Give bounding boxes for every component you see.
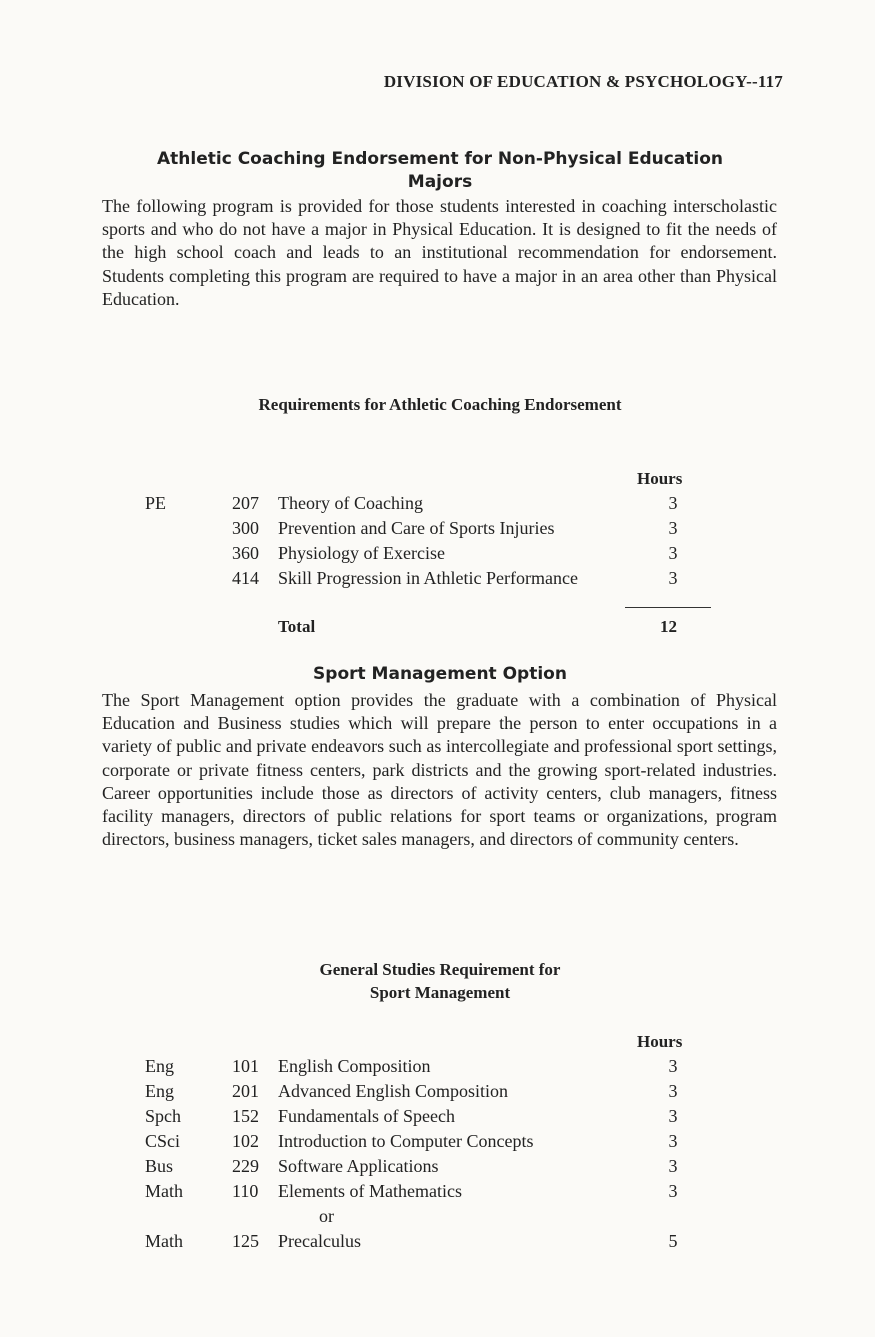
course-hours: 3 bbox=[668, 518, 678, 538]
table-row bbox=[0, 1131, 875, 1157]
course-hours: 5 bbox=[668, 1231, 678, 1251]
course-number: 300 bbox=[232, 518, 259, 538]
table-row bbox=[0, 518, 875, 544]
course-dept: PE bbox=[145, 493, 167, 513]
course-title: Theory of Coaching bbox=[278, 493, 423, 513]
sport-management-paragraph: The Sport Management option provides the graduate with a combination of Physical Education and Business studies which will prepare the person to enter occupations in a variety of public and private endeavors such as intercollegiate and professional sport settings, corporate or private fitness centers, park districts and the growing sport-related industries. Career opportunities include those as directors of activity centers, club managers, fitness facility managers, directors of public relations for sport teams or organizations, program directors, business managers, ticket sales managers, and directors of community centers. bbox=[102, 690, 777, 850]
course-dept: Math bbox=[145, 1181, 183, 1201]
table-row bbox=[0, 1106, 875, 1132]
course-hours: 3 bbox=[668, 1181, 678, 1201]
course-number: 201 bbox=[232, 1081, 259, 1101]
hours-header: Hours bbox=[637, 469, 683, 488]
course-number: 125 bbox=[232, 1231, 259, 1251]
course-number: 101 bbox=[232, 1056, 259, 1076]
general-studies-title-line2: Sport Management bbox=[369, 983, 511, 1002]
course-dept: Eng bbox=[145, 1081, 174, 1101]
course-hours: 3 bbox=[668, 1156, 678, 1176]
sport-management-title: Sport Management Option bbox=[313, 664, 567, 684]
course-dept: Bus bbox=[145, 1156, 174, 1176]
course-number: 360 bbox=[232, 543, 259, 563]
course-title: English Composition bbox=[278, 1056, 431, 1076]
table-row bbox=[0, 543, 875, 569]
requirements-title: Requirements for Athletic Coaching Endorsement bbox=[258, 395, 622, 414]
course-dept: Eng bbox=[145, 1056, 174, 1076]
course-title: Precalculus bbox=[278, 1231, 361, 1251]
total-label: Total bbox=[278, 617, 316, 636]
course-number: 207 bbox=[232, 493, 259, 513]
course-hours: 3 bbox=[668, 543, 678, 563]
course-hours: 3 bbox=[668, 1056, 678, 1076]
total-value: 12 bbox=[660, 617, 677, 636]
table-row bbox=[0, 493, 875, 519]
course-title: Software Applications bbox=[278, 1156, 439, 1176]
or-separator: or bbox=[319, 1206, 334, 1226]
table-row bbox=[0, 568, 875, 594]
course-hours: 3 bbox=[668, 493, 678, 513]
table-row bbox=[0, 1081, 875, 1107]
running-head: DIVISION OF EDUCATION & PSYCHOLOGY--117 bbox=[383, 72, 783, 91]
table-row bbox=[0, 1056, 875, 1082]
course-number: 110 bbox=[232, 1181, 259, 1201]
course-number: 102 bbox=[232, 1131, 259, 1151]
course-title: Skill Progression in Athletic Performance bbox=[278, 568, 578, 588]
course-dept: Math bbox=[145, 1231, 183, 1251]
general-studies-title bbox=[100, 958, 780, 1004]
hours-header: Hours bbox=[637, 1032, 683, 1051]
course-title: Advanced English Composition bbox=[278, 1081, 508, 1101]
section-title-line2: Majors bbox=[407, 172, 473, 192]
course-number: 414 bbox=[232, 568, 259, 588]
total-rule bbox=[625, 607, 711, 608]
table-row bbox=[0, 1156, 875, 1182]
course-hours: 3 bbox=[668, 568, 678, 588]
course-title: Fundamentals of Speech bbox=[278, 1106, 455, 1126]
coaching-paragraph: The following program is provided for those students interested in coaching interscholastic sports and who do not have a major in Physical Education. It is designed to fit the needs of the high school coach and leads to an institutional recommendation for endorsement. Students completing this program are required to have a major in an area other than Physical Education. bbox=[102, 196, 777, 309]
section-title-line1: Athletic Coaching Endorsement for Non-Physical Education bbox=[157, 149, 723, 169]
course-title: Introduction to Computer Concepts bbox=[278, 1131, 534, 1151]
course-hours: 3 bbox=[668, 1131, 678, 1151]
course-dept: Spch bbox=[145, 1106, 181, 1126]
course-hours: 3 bbox=[668, 1106, 678, 1126]
course-number: 229 bbox=[232, 1156, 259, 1176]
course-title: Elements of Mathematics bbox=[278, 1181, 462, 1201]
section-title-coaching bbox=[100, 148, 780, 194]
course-dept: CSci bbox=[145, 1131, 181, 1151]
course-hours: 3 bbox=[668, 1081, 678, 1101]
general-studies-title-line1: General Studies Requirement for bbox=[319, 960, 561, 979]
table-row bbox=[0, 1181, 875, 1207]
course-title: Prevention and Care of Sports Injuries bbox=[278, 518, 555, 538]
table-row bbox=[0, 1231, 875, 1257]
course-number: 152 bbox=[232, 1106, 259, 1126]
course-title: Physiology of Exercise bbox=[278, 543, 445, 563]
